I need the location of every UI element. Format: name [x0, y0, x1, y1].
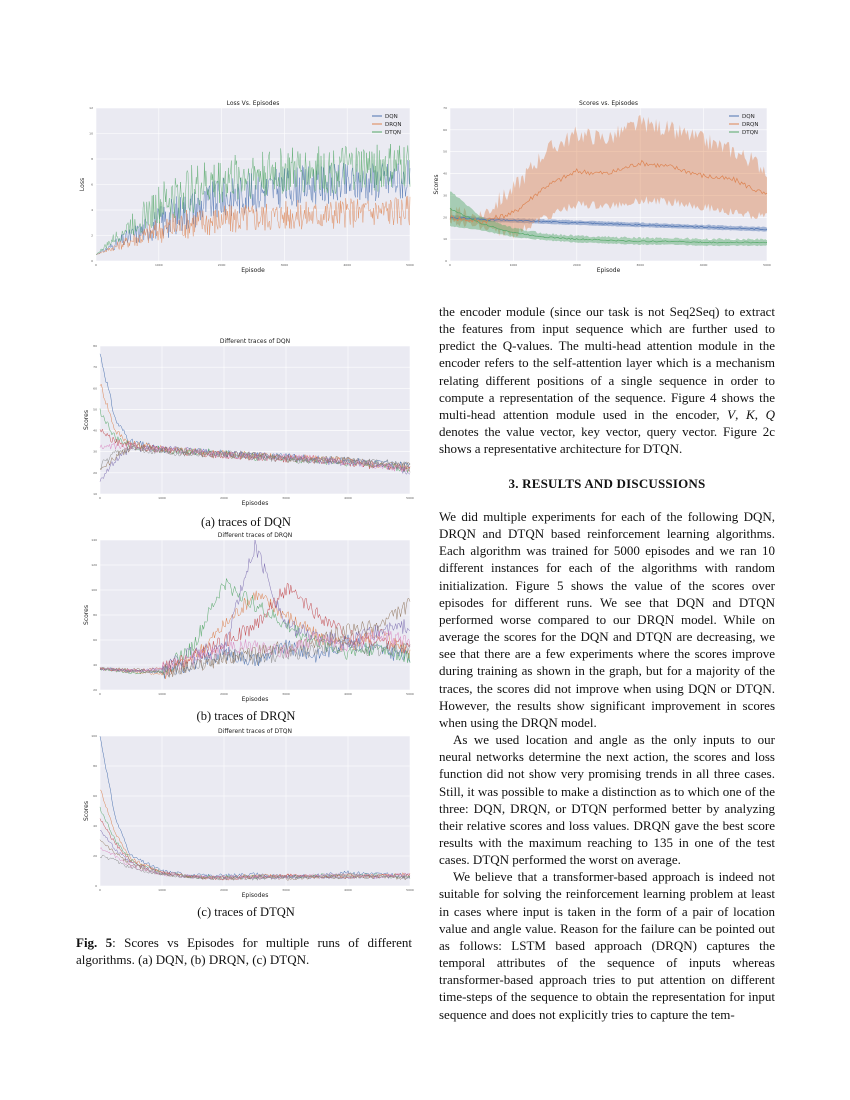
para1-text-a: the encoder module (since our task is not Seq2Seq) to extract the features from input sequence which are further used to predict the Q-values. The multi-head attention module in the encoder refers to the self-attention layer which is a mechanism relating different positions of a single sequence in order to compute a representation of the sequence. Figure 4 shows the multi-head attention module used in the encoder,	[439, 304, 775, 422]
symbol-k: K	[746, 406, 755, 422]
y-tick-label: 6	[91, 182, 93, 187]
y-tick-label: 30	[443, 193, 447, 198]
y-tick-label: 20	[93, 470, 97, 475]
y-tick-label: 20	[93, 688, 97, 692]
x-tick-label: 1000	[158, 888, 166, 892]
dqn-traces-svg	[76, 338, 416, 508]
dtqn-traces-chart	[76, 728, 416, 900]
chart-title: Loss Vs. Episodes	[226, 100, 280, 107]
y-tick-label: 30	[93, 449, 97, 454]
y-tick-label: 0	[95, 884, 97, 888]
x-tick-label: 3000	[636, 263, 645, 267]
dqn-traces-chart	[76, 338, 416, 508]
x-tick-label: 1000	[158, 692, 166, 696]
symbol-q: Q	[765, 406, 776, 422]
y-tick-label: 8	[91, 157, 93, 161]
y-tick-label: 70	[93, 365, 97, 370]
section-title-results: 3. RESULTS AND DISCUSSIONS	[508, 476, 706, 491]
y-axis-label: Loss	[79, 177, 86, 192]
x-tick-label: 3000	[282, 496, 290, 500]
para4: We believe that a transformer-based approach is indeed not suitable for solving the reinforcement learning problem at least in cases where input is taken in the form of a pair of location value and angle value. Reason for the failure can be pointed out as follows: LSTM based approach (DRQN) captures the temporal attributes of the sequence of inputs whereas transformer-based approach tries to put attention on different time-steps of the sequence to obtain the representation for input sequence and does not explicitly tries to capture the tem-	[439, 869, 775, 1022]
para3: As we used location and angle as the only inputs to our neural networks determine the next action, the scores and loss function did not show very promising trends in all three cases. Still, it was possible to make a distinction as to which one of the three: DQN, DRQN, or DTQN performed better by analyzing their relative scores and loss values. DRQN gave the best score results with the maximum reaching to 135 in one of the test cases. DTQN performed the worst on average.	[439, 732, 775, 868]
drqn-traces-svg	[76, 532, 416, 704]
y-tick-label: 60	[93, 794, 97, 798]
y-tick-label: 140	[91, 538, 97, 542]
legend-entry: DTQN	[742, 130, 759, 136]
x-tick-label: 3000	[280, 263, 289, 267]
x-tick-label: 2000	[572, 263, 581, 267]
y-tick-label: 10	[89, 131, 93, 136]
y-tick-label: 40	[93, 663, 97, 667]
plot-area	[100, 736, 410, 886]
y-axis-label: Scores	[433, 174, 440, 195]
y-tick-label: 50	[443, 149, 447, 154]
y-tick-label: 120	[91, 563, 97, 567]
y-tick-label: 80	[93, 613, 97, 617]
figure-caption-text: : Scores vs Episodes for multiple runs of different algorithms. (a) DQN, (b) DRQN, (c) DTQN.	[76, 935, 412, 967]
y-tick-label: 50	[93, 407, 97, 412]
chart-title: Different traces of DQN	[219, 338, 291, 345]
x-tick-label: 0	[449, 263, 451, 267]
legend-entry: DQN	[742, 114, 755, 120]
symbol-v: V	[727, 406, 736, 422]
x-tick-label: 5000	[406, 496, 414, 500]
x-axis-label: Episode	[596, 267, 621, 274]
x-axis-label: Episodes	[241, 696, 269, 703]
legend-entry: DRQN	[742, 122, 759, 128]
x-tick-label: 2000	[220, 496, 228, 500]
x-tick-label: 2000	[220, 692, 228, 696]
x-tick-label: 0	[99, 888, 101, 892]
x-tick-label: 4000	[343, 263, 352, 267]
x-tick-label: 4000	[699, 263, 708, 267]
x-tick-label: 0	[95, 263, 97, 267]
y-axis-label: Scores	[83, 605, 90, 625]
dtqn-traces-svg	[76, 728, 416, 900]
y-tick-label: 40	[93, 824, 97, 828]
comma-2: ,	[754, 406, 758, 422]
x-tick-label: 5000	[406, 263, 414, 267]
x-tick-label: 3000	[282, 888, 290, 892]
x-axis-label: Episodes	[241, 892, 269, 899]
y-tick-label: 2	[91, 233, 93, 238]
caption-drqn-traces: (b) traces of DRQN	[196, 709, 296, 723]
chart-title: Different traces of DRQN	[217, 532, 293, 539]
x-tick-label: 1000	[158, 496, 166, 500]
paragraph-encoder	[439, 303, 775, 457]
para2: We did multiple experiments for each of the following DQN, DRQN and DTQN based reinforcement learning algorithms. Each algorithm was trained for 5000 episodes and we ran 10 different instances for each of the algorithms with random initialization. Figure 5 shows the value of the scores over episodes for different runs. We see that DQN and DTQN performed worse compared to our DRQN model. While on average the scores for the DQN and DTQN are decreasing, we see that there are a few experiments where the scores improve during training as shown in the graph, but for a majority of the traces, the scores did not improve when using DQN or DTQN. However, the results show significant improvement in scores when using the DRQN model.	[439, 509, 775, 730]
y-tick-label: 40	[93, 428, 97, 433]
scores-vs-episodes-chart	[430, 100, 775, 275]
figure-5-caption	[76, 934, 412, 968]
y-tick-label: 80	[93, 344, 97, 348]
y-tick-label: 0	[445, 259, 447, 263]
y-tick-label: 10	[443, 237, 447, 242]
para1-text-b: denotes the value vector, key vector, query vector. Figure 2c shows a representative architecture for DTQN.	[439, 424, 775, 457]
legend-entry: DRQN	[385, 122, 402, 128]
x-tick-label: 5000	[763, 263, 771, 267]
legend-entry: DTQN	[385, 130, 402, 136]
x-tick-label: 1000	[509, 263, 518, 267]
loss-chart-svg	[76, 100, 416, 275]
x-tick-label: 2000	[220, 888, 228, 892]
x-tick-label: 0	[99, 496, 101, 500]
loss-vs-episodes-chart	[76, 100, 416, 275]
plot-area	[100, 346, 410, 494]
chart-title: Different traces of DTQN	[218, 728, 292, 735]
y-tick-label: 20	[443, 215, 447, 220]
scores-chart-svg	[430, 100, 775, 275]
y-tick-label: 40	[443, 171, 447, 176]
x-tick-label: 3000	[282, 692, 290, 696]
x-tick-label: 4000	[344, 496, 352, 500]
drqn-traces-chart	[76, 532, 416, 704]
y-tick-label: 100	[91, 588, 97, 592]
paragraph-results	[439, 508, 775, 1023]
legend-entry: DQN	[385, 114, 398, 120]
y-tick-label: 10	[93, 492, 97, 496]
x-tick-label: 4000	[344, 888, 352, 892]
x-tick-label: 2000	[217, 263, 226, 267]
y-tick-label: 60	[443, 127, 447, 132]
y-tick-label: 60	[93, 638, 97, 642]
caption-dtqn-traces: (c) traces of DTQN	[197, 905, 295, 919]
x-tick-label: 0	[99, 692, 101, 696]
comma-1: ,	[735, 406, 739, 422]
caption-dqn-traces: (a) traces of DQN	[201, 515, 291, 529]
chart-title: Scores vs. Episodes	[578, 100, 639, 107]
y-axis-label: Scores	[83, 801, 90, 821]
x-tick-label: 5000	[406, 888, 414, 892]
y-tick-label: 0	[91, 259, 93, 263]
x-tick-label: 5000	[406, 692, 414, 696]
x-axis-label: Episodes	[241, 500, 269, 507]
x-tick-label: 4000	[344, 692, 352, 696]
y-tick-label: 100	[91, 734, 97, 738]
y-axis-label: Scores	[83, 410, 90, 430]
x-axis-label: Episode	[241, 267, 265, 274]
y-tick-label: 12	[89, 106, 93, 110]
y-tick-label: 70	[443, 106, 447, 110]
y-tick-label: 4	[91, 208, 93, 212]
y-tick-label: 80	[93, 764, 97, 768]
y-tick-label: 60	[93, 386, 97, 391]
figure-label: Fig. 5	[76, 935, 113, 950]
x-tick-label: 1000	[154, 263, 163, 267]
y-tick-label: 20	[93, 854, 97, 858]
